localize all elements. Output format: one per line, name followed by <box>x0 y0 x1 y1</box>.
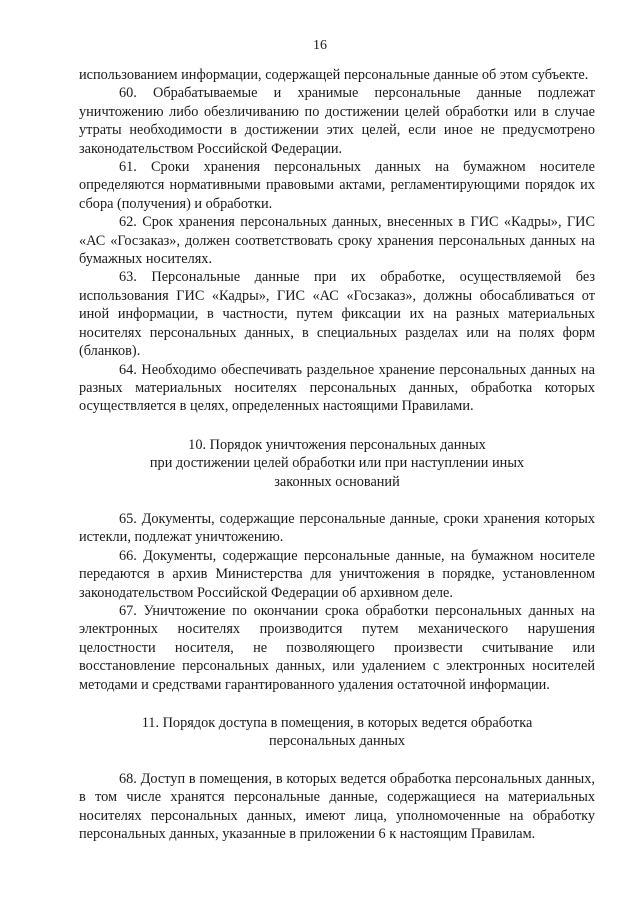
spacer <box>79 694 595 714</box>
section-heading-11-line-2: персональных данных <box>268 733 406 750</box>
paragraph-61: 61. Сроки хранения персональных данных на бумажном носителе определяются нормативными правовыми актами, регламентирующими порядок их сбора (получения) и обработки. <box>79 159 595 212</box>
spacer <box>79 416 595 436</box>
document-body <box>79 66 595 843</box>
paragraph-60: 60. Обрабатываемые и хранимые персональные данные подлежат уничтожению либо обезличиванию по достижении целей обработки или в случае утраты необходимости в достижении этих целей, если иное не предусмотрено законодательством Российской Федерации. <box>79 85 595 157</box>
section-heading-10-line-1: 10. Порядок уничтожения персональных данных <box>188 436 486 453</box>
section-heading-11 <box>79 714 595 751</box>
section-heading-10 <box>79 436 595 491</box>
section-heading-10-line-2: при достижении целей обработки или при наступлении иных <box>149 455 525 472</box>
paragraph-63: 63. Персональные данные при их обработке, осуществляемой без использования ГИС «Кадры», ГИС «АС «Госзаказ», должны обосабливаться от иной информации, в частности, путем фиксации их на разных материальных носителях персональных данных, в специальных разделах или на полях форм (бланков). <box>79 269 595 360</box>
spacer <box>79 751 595 770</box>
paragraph-68: 68. Доступ в помещения, в которых ведется обработка персональных данных, в том числе хранятся персональные данные, содержащиеся на материальных носителях персональных данных, имеют лица, уполномоченные на обработку персональных данных, указанные в приложении 6 к настоящим Правилам. <box>79 770 595 843</box>
paragraph-65: 65. Документы, содержащие персональные данные, сроки хранения которых истекли, подлежат уничтожению. <box>79 510 595 546</box>
paragraph-66: 66. Документы, содержащие персональные данные, на бумажном носителе передаются в архив Министерства для уничтожения в порядке, установленном законодательством Российской Федерации об архивном деле. <box>79 547 595 601</box>
paragraph-continuation: использованием информации, содержащей персональные данные об этом субъекте. <box>79 67 589 83</box>
paragraph-64: 64. Необходимо обеспечивать раздельное хранение персональных данных на разных материальных носителях персональных данных, обработка которых осуществляется в целях, определенных настоящими Правилами. <box>79 361 595 415</box>
spacer <box>79 491 595 510</box>
section-heading-10-line-3: законных оснований <box>274 473 400 490</box>
section-heading-11-line-1: 11. Порядок доступа в помещения, в которых ведется обработка <box>141 715 533 731</box>
page-number: 16 <box>313 38 327 53</box>
paragraph-67: 67. Уничтожение по окончании срока обработки персональных данных на электронных носителях производится путем механического нарушения целостности носителя, не позволяющего произвести считывание или восстановление персональных данных, или удалением с электронных носителей методами и средствами гарантированного удаления остаточной информации. <box>79 602 595 693</box>
paragraph-62: 62. Срок хранения персональных данных, внесенных в ГИС «Кадры», ГИС «АС «Госзаказ», должен соответствовать сроку хранения персональных данных на бумажных носителях. <box>79 214 595 268</box>
